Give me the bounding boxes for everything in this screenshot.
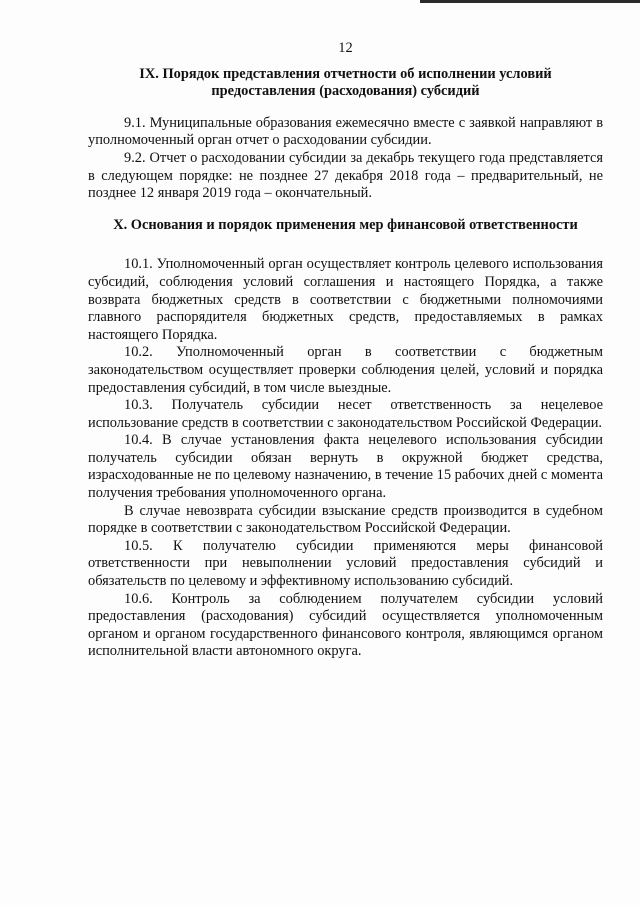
section-10-title: X. Основания и порядок применения мер финансовой ответственности <box>113 216 578 233</box>
document-content <box>88 40 603 661</box>
paragraph-10-5: 10.5. К получателю субсидии применяются меры финансовой ответственности при невыполнении условий предоставления субсидий и обязательств по целевому и эффективному использованию субсидий. <box>88 537 603 590</box>
paragraph-10-1: 10.1. Уполномоченный орган осуществляет контроль целевого использования субсидий, соблюдения условий соглашения и настоящего Порядка, а также возврата бюджетных средств в соответствии с бюджетными полномочиями главного распорядителя бюджетных средств, предоставляемых в рамках настоящего Порядка. <box>88 256 603 343</box>
paragraph-10-6: 10.6. Контроль за соблюдением получателем субсидии условий предоставления (расходования) субсидий осуществляется уполномоченным органом и органом государственного финансового контроля, являющимся органом исполнительной власти автономного округа. <box>88 590 603 660</box>
paragraph-9-2: 9.2. Отчет о расходовании субсидии за декабрь текущего года представляется в следующем порядке: не позднее 27 декабря 2018 года – предварительный, не позднее 12 января 2019 года – окончательный. <box>88 149 603 202</box>
paragraph-10-3: 10.3. Получатель субсидии несет ответственность за нецелевое использование средств в соответствии с законодательством Российской Федерации. <box>88 397 603 431</box>
paragraph-10-2: 10.2. Уполномоченный орган в соответствии с бюджетным законодательством осуществляет проверки соблюдения целей, условий и порядка предоставления субсидий, в том числе выездные. <box>88 344 603 396</box>
paragraph-9-1: 9.1. Муниципальные образования ежемесячно вместе с заявкой направляют в уполномоченный орган отчет о расходовании субсидии. <box>88 114 603 149</box>
paragraph-10-4: 10.4. В случае установления факта нецелевого использования субсидии получатель субсидии обязан вернуть в окружной бюджет средства, израсходованные не по целевому назначению, в течение 15 рабочих дней с момента получения требования уполномоченного органа. <box>88 432 603 502</box>
paragraph-10-4-cont: В случае невозврата субсидии взыскание средств производится в судебном порядке в соответствии с законодательством Российской Федерации. <box>88 502 603 537</box>
page-number: 12 <box>338 40 353 56</box>
section-9-title: IX. Порядок представления отчетности об исполнении условий предоставления (расходования) субсидий <box>139 65 552 100</box>
scan-edge <box>420 0 640 3</box>
